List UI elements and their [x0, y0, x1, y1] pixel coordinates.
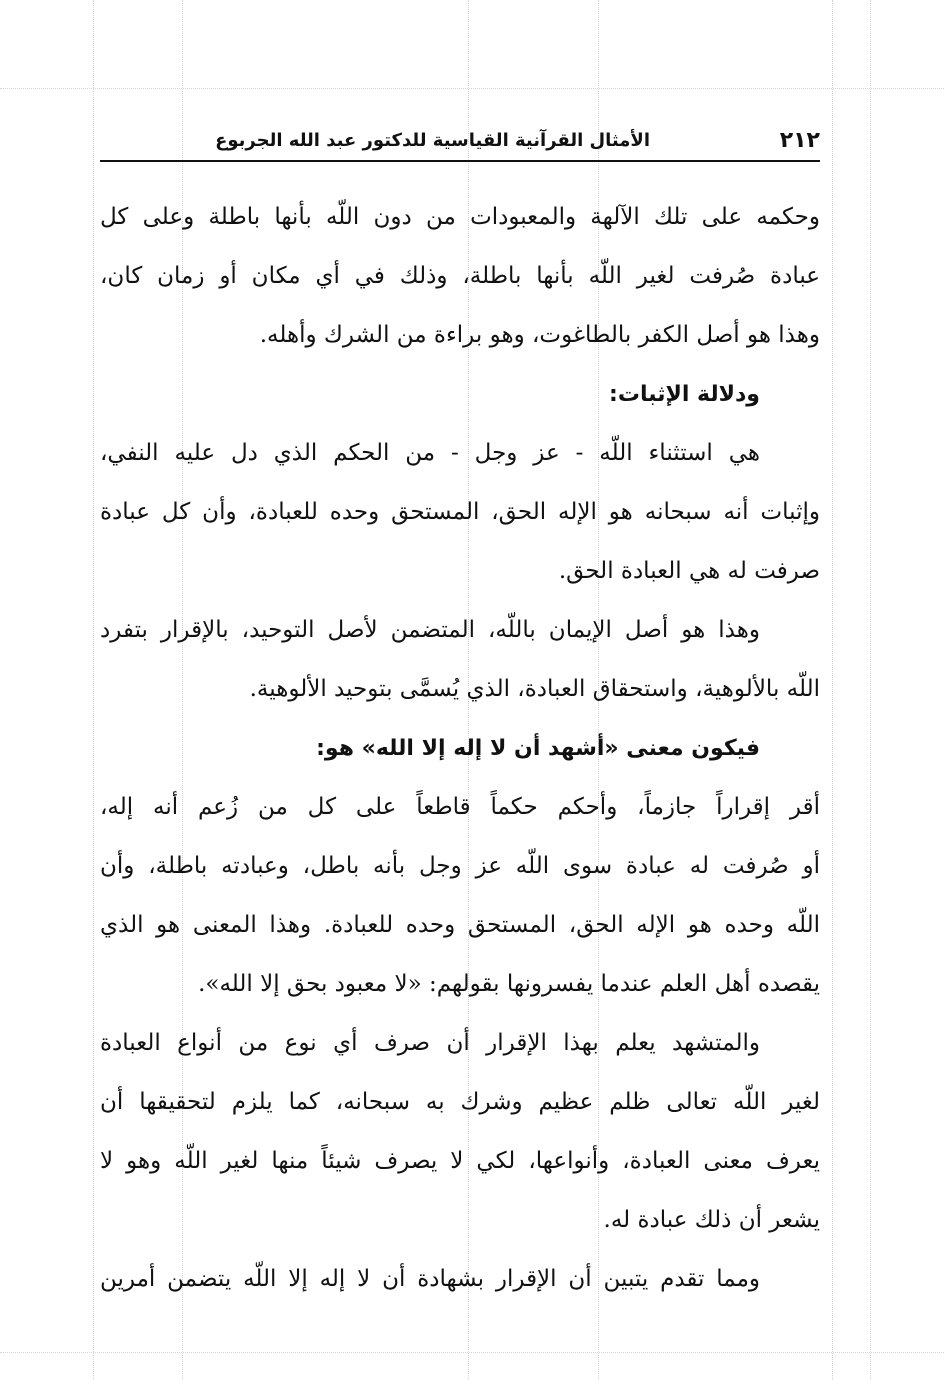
- text-line: يعرف معنى العبادة، وأنواعها، لكي لا يصرف شيئاً منها لغير اللّه وهو لا: [100, 1148, 820, 1174]
- text-line: يقصده أهل العلم عندما يفسرونها بقولهم: «لا معبود بحق إلا الله».: [198, 971, 820, 997]
- text-line: عبادة صُرفت لغير اللّه بأنها باطلة، وذلك في أي مكان أو زمان كان،: [100, 263, 820, 289]
- text-line: يشعر أن ذلك عبادة له.: [603, 1207, 820, 1233]
- text-line: هي استثناء اللّه - عز وجل - من الحكم الذي دل عليه النفي،: [100, 440, 760, 466]
- text-line: والمتشهد يعلم بهذا الإقرار أن صرف أي نوع من أنواع العبادة: [100, 1030, 760, 1056]
- guide-line: [832, 0, 833, 1380]
- book-page: [100, 126, 820, 1346]
- text-line: أقر إقراراً جازماً، وأحكم حكماً قاطعاً على كل من زُعم أنه إله،: [100, 794, 820, 820]
- page-number: ٢١٢: [779, 128, 820, 153]
- page-body: [100, 188, 820, 1309]
- text-line: اللّه وحده هو الإله الحق، المستحق وحده للعبادة. وهذا المعنى هو الذي: [100, 912, 820, 938]
- guide-line: [0, 1352, 944, 1353]
- text-line: اللّه بالألوهية، واستحقاق العبادة، الذي يُسمَّى بتوحيد الألوهية.: [249, 676, 820, 702]
- text-line: وهذا هو أصل الإيمان باللّه، المتضمن لأصل التوحيد، بالإقرار بتفرد: [100, 617, 760, 643]
- text-line: أو صُرفت له عبادة سوى اللّه عز وجل بأنه باطل، وعبادته باطلة، وأن: [100, 853, 820, 879]
- text-line: وإثبات أنه سبحانه هو الإله الحق، المستحق وحده للعبادة، وأن كل عبادة: [100, 499, 820, 525]
- text-line: صرفت له هي العبادة الحق.: [558, 558, 820, 584]
- text-line: وهذا هو أصل الكفر بالطاغوت، وهو براءة من الشرك وأهله.: [259, 322, 820, 348]
- running-title: الأمثال القرآنية القياسية للدكتور عبد الله الجربوع: [215, 130, 650, 151]
- guide-line: [0, 88, 944, 89]
- section-heading: فيكون معنى «أشهد أن لا إله إلا الله» هو:: [316, 736, 760, 761]
- section-heading: ودلالة الإثبات:: [609, 382, 760, 407]
- page-header: [100, 126, 820, 162]
- text-line: ومما تقدم يتبين أن الإقرار بشهادة أن لا إله إلا اللّه يتضمن أمرين: [100, 1266, 760, 1292]
- guide-line: [870, 0, 871, 1380]
- text-line: لغير اللّه تعالى ظلم عظيم وشرك به سبحانه، كما يلزم لتحقيقها أن: [100, 1089, 820, 1115]
- guide-line: [93, 0, 94, 1380]
- text-line: وحكمه على تلك الآلهة والمعبودات من دون اللّه بأنها باطلة وعلى كل: [100, 204, 820, 230]
